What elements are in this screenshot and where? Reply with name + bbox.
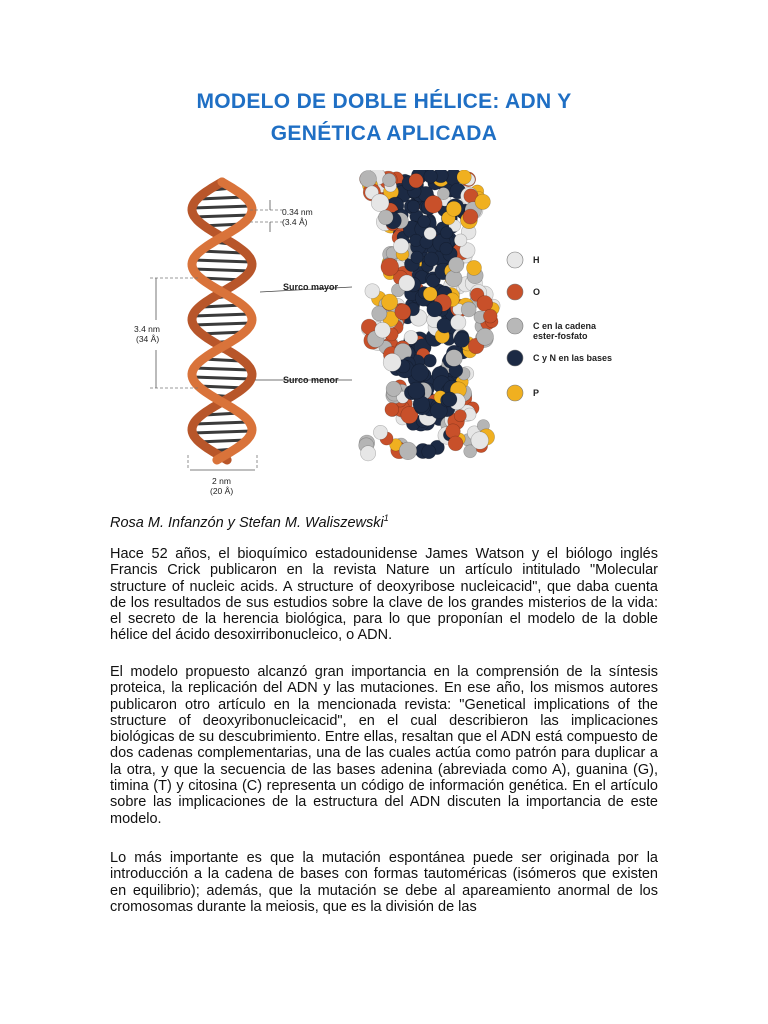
- label-major-groove: Surco mayor: [283, 282, 339, 292]
- authors-names: Rosa M. Infanzón y Stefan M. Waliszewski: [110, 514, 384, 531]
- atom-sphere: [361, 446, 376, 461]
- label-width-angstrom: (20 Å): [210, 486, 234, 496]
- dna-illustration: [120, 170, 650, 505]
- atom-sphere: [475, 194, 490, 209]
- atom-sphere: [378, 210, 393, 225]
- base-pair-rung: [199, 197, 244, 199]
- atom-sphere: [375, 322, 391, 338]
- base-pair-rung: [194, 368, 250, 370]
- atom-sphere: [418, 215, 430, 227]
- document-title-line-1: MODELO DE DOBLE HÉLICE: ADN Y: [196, 90, 572, 113]
- legend-swatch-1: [507, 284, 523, 300]
- atom-sphere: [408, 382, 425, 399]
- base-pair-rung: [195, 422, 250, 424]
- legend-label-0: H: [533, 255, 540, 265]
- atom-sphere: [424, 354, 437, 367]
- atom-sphere: [440, 242, 453, 255]
- paragraph-2: El modelo propuesto alcanzó gran importancia en la comprensión de la síntesis proteica, la replicación del ADN y las mutaciones. En ese año, los mismos autores publicaron otro artículo en la mencionada revista: "Genetical implications of the structure of deoxyribonucleicacid", en el cual describieron las implicaciones biológicas de su descubrimiento. Entre ellas, resaltan que el ADN está compuesto de dos cadenas complementarias, una de las cuales actúa como patrón para duplicar a la otra, y que la secuencia de las bases adenina (abreviada como A), guanina (G), timina (T) y citosina (C) representa un código de información genética. En el artículo sobre las implicaciones de la estructura del ADN discuten la importancia de este modelo.: [110, 664, 658, 827]
- atom-sphere: [382, 294, 398, 310]
- authors-footnote-marker: 1: [383, 513, 389, 523]
- legend-label-2-line-2: ester-fosfato: [533, 331, 588, 341]
- atom-sphere: [471, 432, 489, 450]
- atom-sphere: [461, 302, 476, 317]
- atom-sphere: [477, 328, 494, 345]
- legend-swatch-4: [507, 385, 523, 401]
- atom-sphere: [395, 304, 411, 320]
- atom-sphere: [424, 227, 436, 239]
- atom-sphere: [386, 381, 401, 396]
- atom-sphere: [385, 403, 399, 417]
- atom-sphere: [425, 196, 443, 214]
- paragraph-3: Lo más importante es que la mutación espontánea puede ser originada por la introducción a la cadena de bases con formas tautoméricas (isómeros que existen en equilibrio); además, que la mutación se debe al apareamiento anormal de los cromosomas durante la meiosis, que es la división de las: [110, 850, 658, 915]
- legend-label-1: O: [533, 287, 541, 297]
- atom-sphere: [451, 315, 466, 330]
- space-filling-model: [359, 170, 500, 461]
- legend-swatch-0: [507, 252, 523, 268]
- label-pitch-big-angstrom: (34 Å): [136, 334, 160, 344]
- atom-sphere: [427, 301, 443, 317]
- atom-sphere: [422, 445, 436, 459]
- atom-sphere: [360, 171, 377, 188]
- label-width: 2 nm: [212, 476, 231, 486]
- atom-sphere: [381, 258, 399, 276]
- atom-sphere: [467, 260, 482, 275]
- atom-sphere: [454, 234, 467, 247]
- atom-sphere: [383, 173, 396, 186]
- atom-sphere: [373, 425, 387, 439]
- groove-pointers: [255, 287, 352, 380]
- base-pair-rung: [193, 269, 251, 271]
- atom-legend: [507, 252, 612, 401]
- legend-label-2: C en la cadena: [533, 321, 597, 331]
- atom-sphere: [365, 284, 380, 299]
- legend-swatch-2: [507, 318, 523, 334]
- document-title-line-2: GENÉTICA APLICADA: [270, 122, 498, 145]
- base-pair-rung: [193, 260, 251, 262]
- atom-sphere: [399, 275, 415, 291]
- atom-sphere: [411, 251, 423, 263]
- atom-sphere: [424, 170, 438, 183]
- atom-sphere: [446, 201, 461, 216]
- ribbon-helix-diagram: [192, 182, 252, 460]
- atom-sphere: [446, 350, 463, 367]
- legend-label-4: P: [533, 388, 540, 398]
- atom-sphere: [409, 174, 423, 188]
- base-pair-rung: [193, 323, 252, 325]
- atom-sphere: [483, 309, 497, 323]
- base-pair-rung: [193, 206, 252, 208]
- base-pair-rung: [192, 377, 251, 379]
- atom-sphere: [448, 436, 463, 451]
- paragraph-1: Hace 52 años, el bioquímico estadounidense James Watson y el biólogo inglés Francis Crick publicaron en la revista Nature un artículo intitulado "Molecular structure of nucleic acids. A structure of deoxyribose nucleicacid", que daba cuenta de los resultados de sus estudios sobre la clave de los grandes misterios de la vida: el secreto de la herencia biológica, para lo que proponían el modelo de la doble hélice del ácido desoxirribonucleico, o ADN.: [110, 546, 658, 644]
- atom-sphere: [442, 392, 457, 407]
- base-pair-rung: [193, 314, 250, 316]
- atom-sphere: [463, 209, 478, 224]
- label-pitch-big: 3.4 nm: [134, 324, 160, 334]
- atom-sphere: [394, 238, 409, 253]
- atom-sphere: [407, 200, 419, 212]
- atom-sphere: [454, 410, 466, 422]
- atom-sphere: [441, 227, 453, 239]
- base-pair-rung: [193, 215, 250, 217]
- atom-sphere: [383, 353, 401, 371]
- atom-sphere: [437, 318, 452, 333]
- atom-sphere: [423, 287, 437, 301]
- label-pitch-small: 0.34 nm: [282, 207, 313, 217]
- atom-sphere: [424, 252, 438, 266]
- authors-line: [110, 513, 389, 531]
- atom-sphere: [371, 194, 389, 212]
- label-pitch-small-angstrom: (3.4 Å): [282, 217, 308, 227]
- base-pair-rung: [192, 431, 252, 433]
- atom-sphere: [449, 257, 464, 272]
- atom-sphere: [446, 270, 463, 287]
- atom-sphere: [454, 332, 470, 348]
- atom-sphere: [411, 364, 429, 382]
- legend-label-3: C y N en las bases: [533, 353, 613, 363]
- dna-figure: [120, 170, 650, 505]
- legend-swatch-3: [507, 350, 523, 366]
- label-minor-groove: Surco menor: [283, 375, 339, 385]
- atom-sphere: [399, 442, 417, 460]
- atom-sphere: [457, 170, 471, 184]
